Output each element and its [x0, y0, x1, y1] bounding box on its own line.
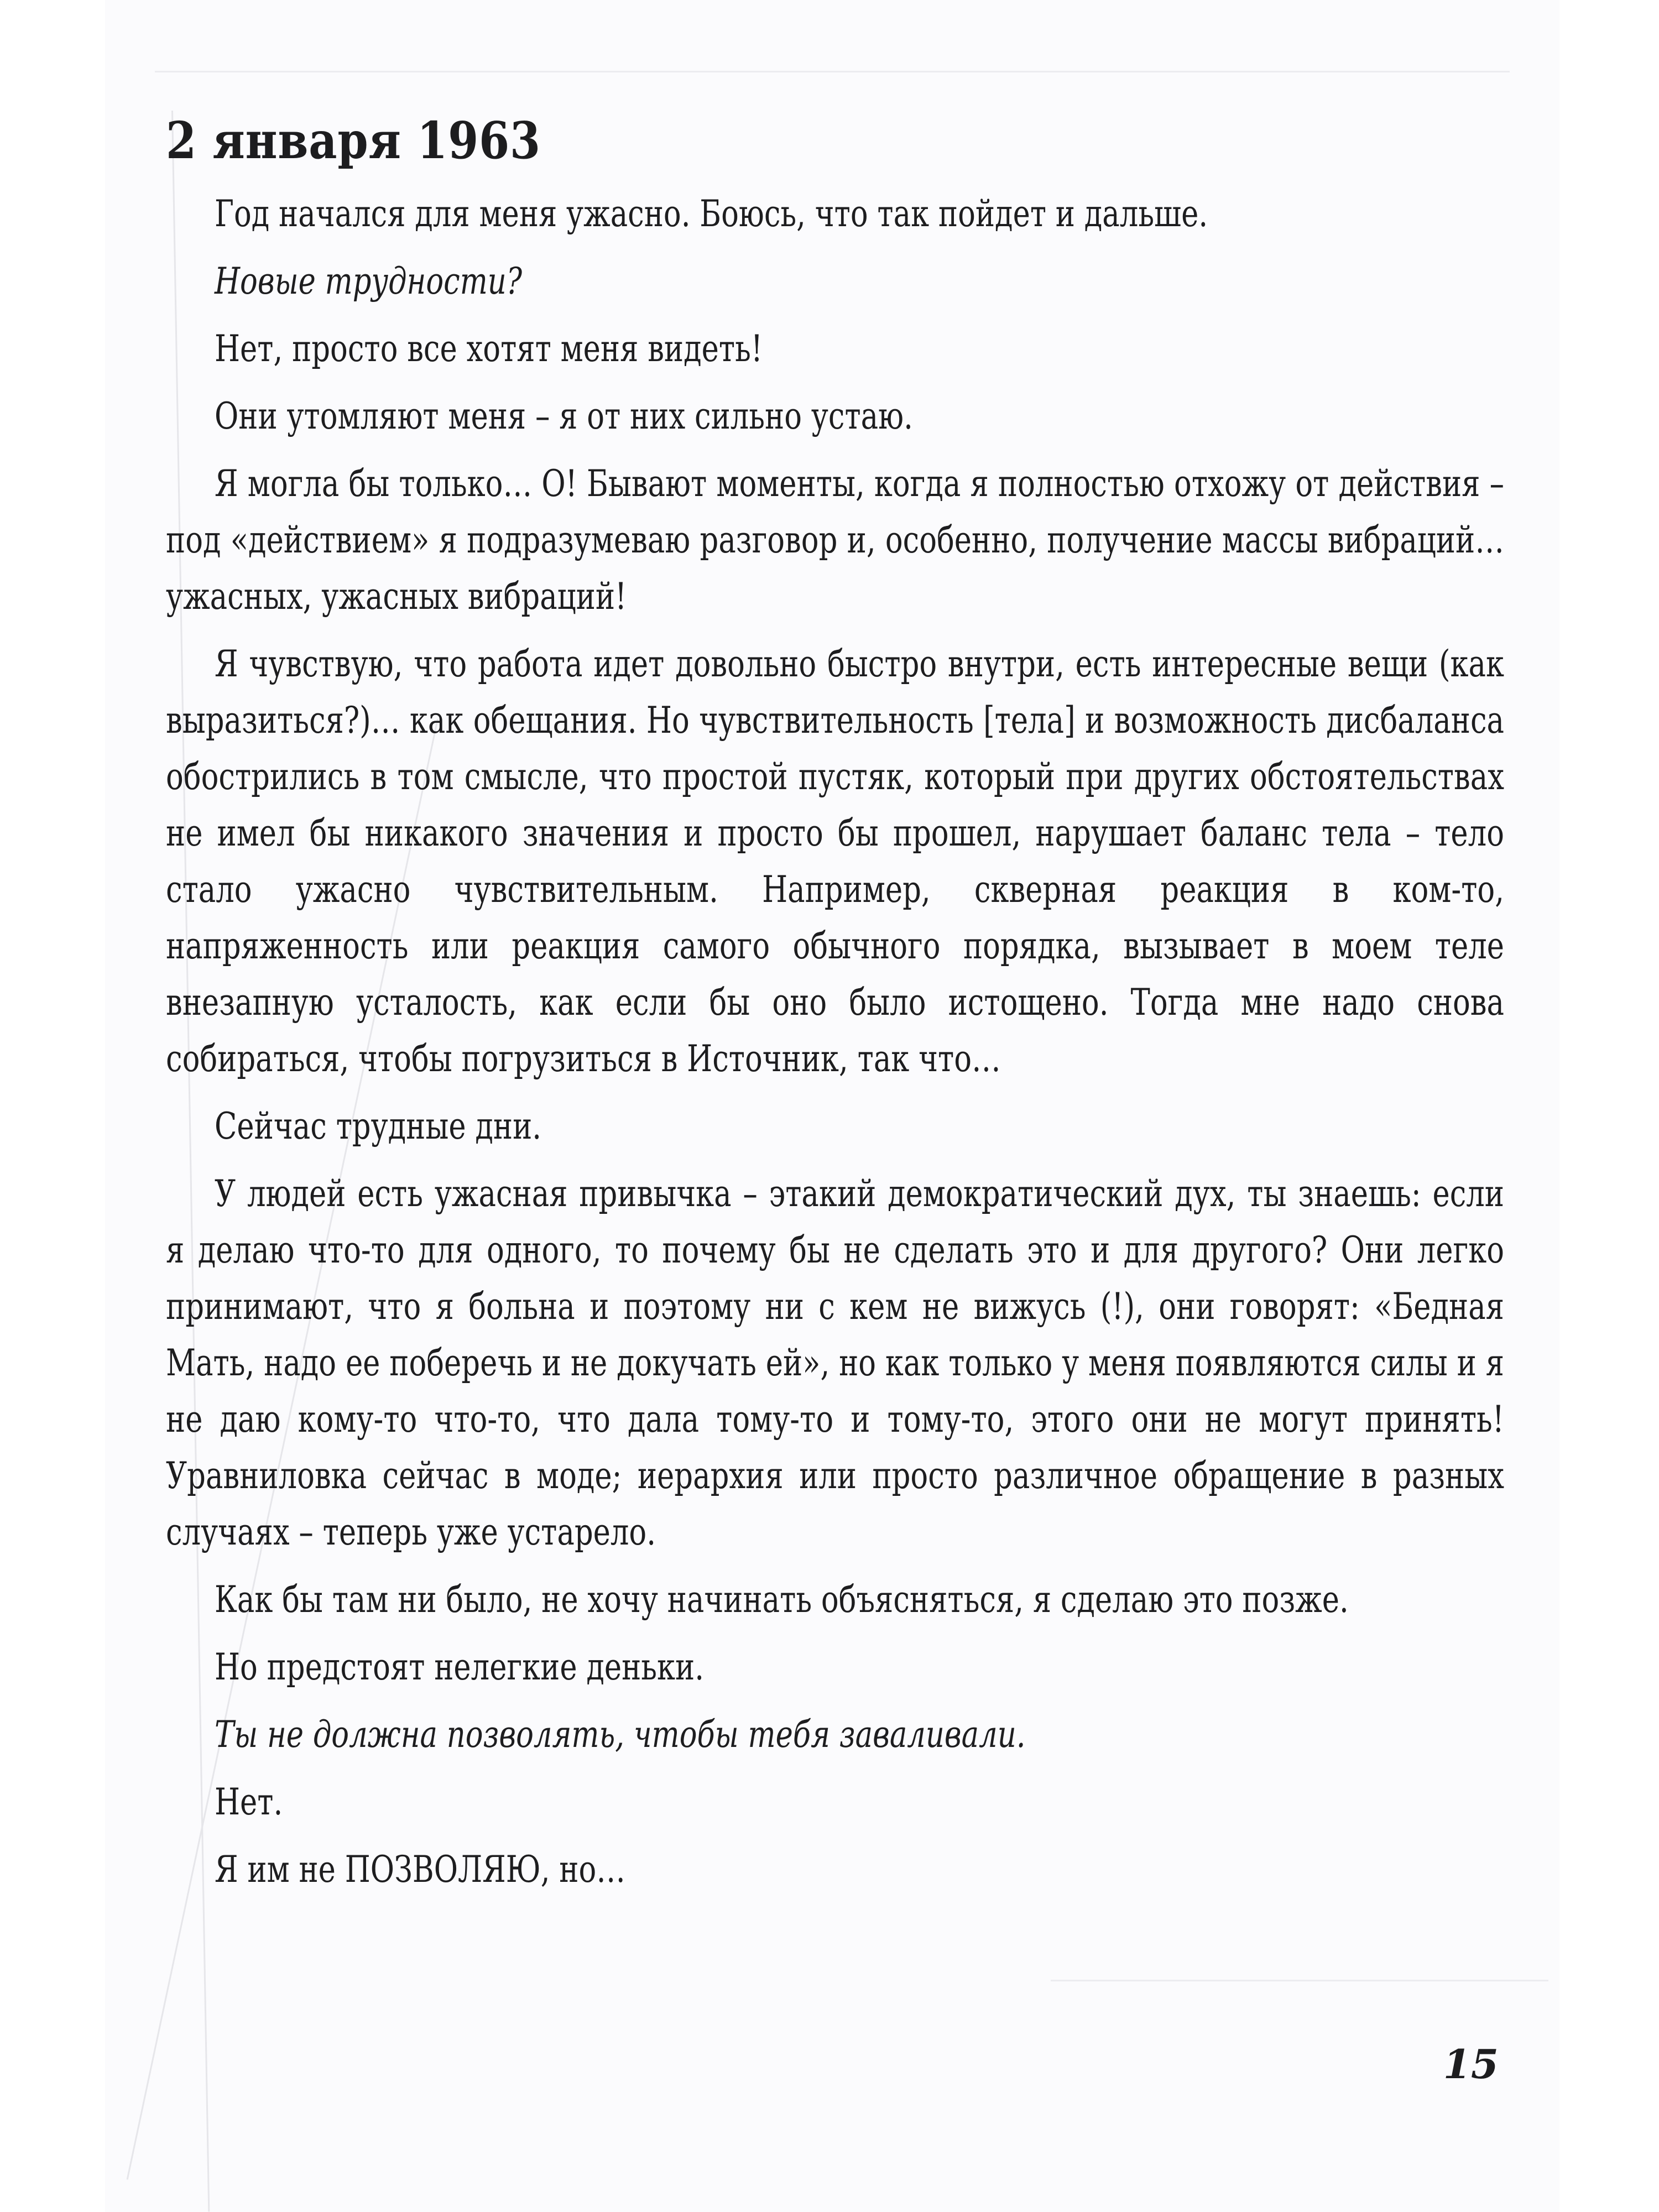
- scan-margin-left: [0, 0, 105, 2212]
- scan-margin-right: [1559, 0, 1659, 2212]
- paragraph: Нет.: [215, 1781, 283, 1823]
- paragraph: Как бы там ни было, не хочу начинать объясняться, я сделаю это позже.: [215, 1578, 1349, 1621]
- page-content: [166, 111, 1504, 1909]
- show-through-header-rule: [155, 71, 1510, 72]
- date-heading: 2 января 1963: [166, 111, 541, 170]
- paragraph: Они утомляют меня – я от них сильно устаю.: [215, 395, 913, 437]
- question-italic: Новые трудности?: [215, 260, 523, 302]
- page-number: 15: [1443, 2041, 1499, 2088]
- paragraph: Сейчас трудные дни.: [215, 1105, 542, 1147]
- remark-italic: Ты не должна позволять, чтобы тебя заваливали.: [215, 1713, 1026, 1756]
- paragraph: У людей есть ужасная привычка – этакий демократический дух, ты знаешь: если я делаю что-то для одного, то почему бы не сделать это и для другого? Они легко принимают, что я больна и поэтому ни с кем не вижусь (!), они говорят: «Бедная Мать, надо ее поберечь и не докучать ей», но как только у меня появляются силы и я не даю кому-то что-то, что дала тому-то и тому-то, этого они не могут принять! Уравниловка сейчас в моде; иерархия или просто различное обращение в разных случаях – теперь уже устарело.: [166, 1172, 1504, 1553]
- paragraph: Но предстоят нелегкие деньки.: [215, 1646, 705, 1688]
- paragraph: Я чувствую, что работа идет довольно быстро внутри, есть интересные вещи (как выразиться?)… как обещания. Но чувствительность [тела] и возможность дисбаланса обострились в том смысле, что простой пустяк, который при других обстоятельствах не имел бы никакого значения и просто бы прошел, нарушает баланс тела – тело стало ужасно чувствительным. Например, скверная реакция в ком-то, напряженность или реакция самого обычного порядка, вызывает в моем теле внезапную усталость, как если бы оно было истощено. Тогда мне надо снова собираться, чтобы погрузиться в Источник, так что…: [166, 643, 1504, 1080]
- paragraph: Я им не ПОЗВОЛЯЮ, но…: [215, 1848, 626, 1891]
- paragraph: Год начался для меня ужасно. Боюсь, что так пойдет и дальше.: [215, 192, 1208, 235]
- paragraph: Нет, просто все хотят меня видеть!: [215, 327, 763, 370]
- show-through-footnote-rule: [1051, 1980, 1548, 1981]
- paragraph: Я могла бы только… О! Бывают моменты, когда я полностью отхожу от действия – под «действием» я подразумеваю разговор и, особенно, получение массы вибраций… ужасных, ужасных вибраций!: [166, 462, 1504, 618]
